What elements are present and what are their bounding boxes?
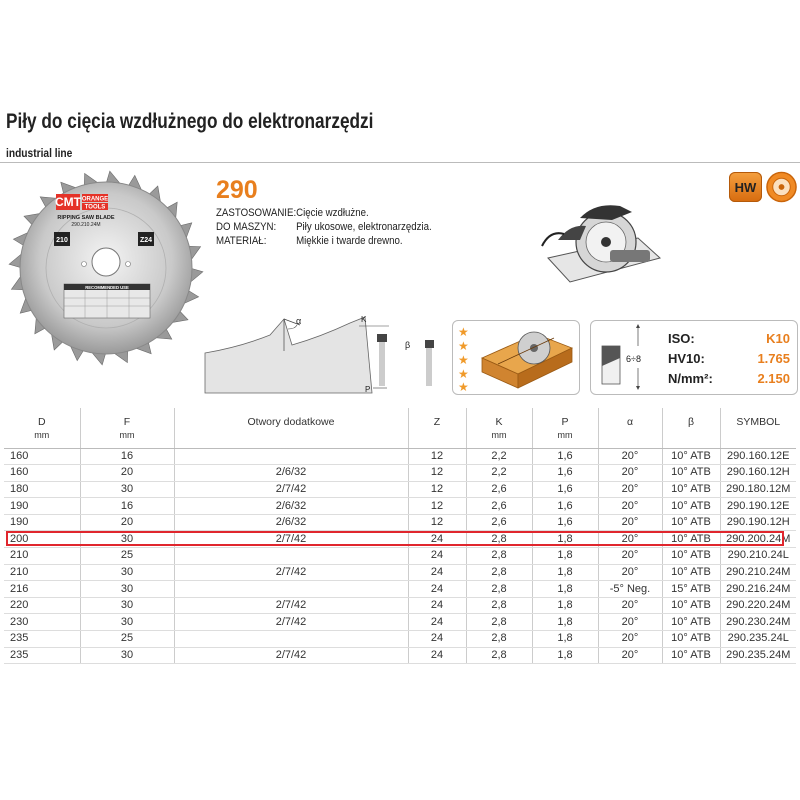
table-cell: 30 bbox=[80, 531, 174, 548]
table-cell: 20° bbox=[598, 631, 662, 648]
table-cell: 12 bbox=[408, 448, 466, 465]
table-cell: -5° Neg. bbox=[598, 581, 662, 598]
table-row bbox=[4, 481, 796, 498]
blade-recommended-label: RECOMMENDED USE bbox=[85, 285, 129, 290]
table-cell: 2/6/32 bbox=[174, 514, 408, 531]
table-cell: 1,8 bbox=[532, 647, 598, 664]
table-cell: 20° bbox=[598, 498, 662, 515]
table-cell: 20° bbox=[598, 647, 662, 664]
star-icon: ★ bbox=[458, 353, 469, 367]
table-cell: 24 bbox=[408, 614, 466, 631]
tooth-profile-diagram bbox=[345, 312, 445, 397]
table-row bbox=[4, 564, 796, 581]
table-cell: 216 bbox=[4, 581, 80, 598]
column-header-unit: mm bbox=[491, 430, 507, 440]
table-cell: 1,6 bbox=[532, 448, 598, 465]
table-cell: 2/7/42 bbox=[174, 531, 408, 548]
table-cell: 2/7/42 bbox=[174, 597, 408, 614]
table-cell: 10° ATB bbox=[662, 614, 720, 631]
table-cell: 12 bbox=[408, 498, 466, 515]
table-cell: 1,8 bbox=[532, 531, 598, 548]
spec-key: DO MASZYN: bbox=[216, 221, 277, 233]
column-header-label: α bbox=[626, 416, 634, 428]
title-divider bbox=[0, 162, 800, 163]
circular-saw-icon bbox=[540, 200, 665, 295]
table-cell: 2,8 bbox=[466, 614, 532, 631]
table-cell: 1,8 bbox=[532, 548, 598, 565]
table-cell: 1,6 bbox=[532, 514, 598, 531]
table-cell: 1,8 bbox=[532, 597, 598, 614]
table-cell: 30 bbox=[80, 614, 174, 631]
table-cell: 2,6 bbox=[466, 498, 532, 515]
table-cell: 20° bbox=[598, 597, 662, 614]
table-cell: 2/7/42 bbox=[174, 564, 408, 581]
wood-rip-cut-icon bbox=[478, 324, 574, 392]
table-cell: 10° ATB bbox=[662, 481, 720, 498]
column-header-label: P bbox=[561, 416, 569, 428]
column-header-label: β bbox=[687, 416, 695, 428]
table-cell: 15° ATB bbox=[662, 581, 720, 598]
table-cell: 2,2 bbox=[466, 465, 532, 482]
table-row bbox=[4, 614, 796, 631]
table-cell: 290.235.24M bbox=[720, 647, 796, 664]
table-cell: 2/7/42 bbox=[174, 647, 408, 664]
column-header bbox=[720, 408, 796, 448]
column-header-label: SYMBOL bbox=[736, 416, 781, 428]
strength-row bbox=[668, 371, 790, 386]
hw-badge: HW bbox=[729, 172, 762, 202]
table-row bbox=[4, 548, 796, 565]
table-cell: 290.210.24M bbox=[720, 564, 796, 581]
table-cell: 10° ATB bbox=[662, 514, 720, 531]
table-cell: 12 bbox=[408, 481, 466, 498]
table-cell: 10° ATB bbox=[662, 564, 720, 581]
column-header-label: F bbox=[123, 416, 131, 428]
page-title: Piły do cięcia wzdłużnego do elektronarzędzi bbox=[6, 110, 374, 133]
table-cell: 10° ATB bbox=[662, 647, 720, 664]
table-cell: 10° ATB bbox=[662, 548, 720, 565]
column-header-label: Z bbox=[433, 416, 441, 428]
star-icon: ★ bbox=[458, 367, 469, 381]
table-cell: 290.210.24L bbox=[720, 548, 796, 565]
saw-blade-image bbox=[6, 168, 206, 368]
table-cell: 20° bbox=[598, 531, 662, 548]
table-header-row bbox=[4, 408, 796, 448]
table-cell: 210 bbox=[4, 548, 80, 565]
table-cell: 24 bbox=[408, 548, 466, 565]
table-cell: 10° ATB bbox=[662, 465, 720, 482]
table-cell: 1,8 bbox=[532, 564, 598, 581]
table-cell: 24 bbox=[408, 597, 466, 614]
table-cell: 1,8 bbox=[532, 631, 598, 648]
table-cell: 25 bbox=[80, 631, 174, 648]
blade-brand: CMT bbox=[55, 195, 81, 209]
star-icon: ★ bbox=[458, 339, 469, 353]
table-cell: 210 bbox=[4, 564, 80, 581]
table-cell: 2/7/42 bbox=[174, 481, 408, 498]
table-cell: 12 bbox=[408, 465, 466, 482]
blade-label: RIPPING SAW BLADE bbox=[57, 215, 115, 221]
table-row bbox=[4, 597, 796, 614]
table-cell: 2,2 bbox=[466, 448, 532, 465]
table-cell: 30 bbox=[80, 564, 174, 581]
table-cell: 290.190.12H bbox=[720, 514, 796, 531]
table-cell: 2,8 bbox=[466, 631, 532, 648]
strength-label: N/mm²: bbox=[668, 371, 713, 386]
blade-code: 290.210.24M bbox=[71, 222, 101, 228]
table-cell: 180 bbox=[4, 481, 80, 498]
table-cell: 2,6 bbox=[466, 481, 532, 498]
table-cell: 2,8 bbox=[466, 564, 532, 581]
table-cell: 20° bbox=[598, 514, 662, 531]
hv10-row bbox=[668, 351, 790, 366]
alpha-label: α bbox=[296, 316, 302, 326]
table-cell: 10° ATB bbox=[662, 448, 720, 465]
iso-label: ISO: bbox=[668, 331, 695, 346]
table-cell: 10° ATB bbox=[662, 531, 720, 548]
table-row bbox=[4, 465, 796, 482]
table-cell: 290.180.12M bbox=[720, 481, 796, 498]
spec-material bbox=[216, 235, 403, 247]
table-cell: 2,8 bbox=[466, 581, 532, 598]
table-cell: 24 bbox=[408, 581, 466, 598]
table-cell: 12 bbox=[408, 514, 466, 531]
table-cell: 1,8 bbox=[532, 614, 598, 631]
table-cell: 290.190.12E bbox=[720, 498, 796, 515]
table-cell: 190 bbox=[4, 514, 80, 531]
column-header bbox=[408, 408, 466, 448]
spec-application bbox=[216, 207, 369, 219]
spec-key: ZASTOSOWANIE: bbox=[216, 207, 297, 219]
table-cell: 160 bbox=[4, 448, 80, 465]
table-cell: 1,8 bbox=[532, 581, 598, 598]
table-cell: 24 bbox=[408, 647, 466, 664]
product-table bbox=[4, 408, 796, 664]
table-cell: 1,6 bbox=[532, 465, 598, 482]
spec-key: MATERIAŁ: bbox=[216, 235, 267, 247]
table-cell: 10° ATB bbox=[662, 498, 720, 515]
table-cell: 235 bbox=[4, 631, 80, 648]
table-row bbox=[4, 448, 796, 465]
table-cell: 220 bbox=[4, 597, 80, 614]
table-cell: 1,6 bbox=[532, 481, 598, 498]
column-header bbox=[532, 408, 598, 448]
blade-teeth: Z24 bbox=[139, 237, 153, 244]
table-cell: 20° bbox=[598, 614, 662, 631]
column-header-label: D bbox=[37, 416, 46, 428]
table-cell: 190 bbox=[4, 498, 80, 515]
tip-height-label: 6÷8 bbox=[626, 354, 641, 364]
column-header bbox=[80, 408, 174, 448]
column-header bbox=[174, 408, 408, 448]
spec-value: Miękkie i twarde drewno. bbox=[296, 235, 403, 247]
table-cell bbox=[174, 581, 408, 598]
table-cell: 290.160.12E bbox=[720, 448, 796, 465]
table-cell: 20 bbox=[80, 465, 174, 482]
table-cell: 20 bbox=[80, 514, 174, 531]
star-icon: ★ bbox=[458, 325, 469, 339]
iso-value: K10 bbox=[766, 331, 790, 346]
table-cell bbox=[174, 448, 408, 465]
table-cell: 290.160.12H bbox=[720, 465, 796, 482]
table-cell: 24 bbox=[408, 564, 466, 581]
strength-value: 2.150 bbox=[757, 371, 790, 386]
table-cell: 2,6 bbox=[466, 514, 532, 531]
table-row bbox=[4, 581, 796, 598]
column-header-unit: mm bbox=[119, 430, 135, 440]
table-cell: 20° bbox=[598, 481, 662, 498]
table-cell: 235 bbox=[4, 647, 80, 664]
table-cell: 2,8 bbox=[466, 548, 532, 565]
table-row bbox=[4, 498, 796, 515]
p-label: P bbox=[365, 385, 371, 394]
table-cell: 230 bbox=[4, 614, 80, 631]
page-subtitle: industrial line bbox=[6, 146, 73, 160]
iso-row bbox=[668, 331, 790, 346]
column-header bbox=[662, 408, 720, 448]
column-header-label: K bbox=[495, 416, 503, 428]
table-cell: 10° ATB bbox=[662, 597, 720, 614]
table-cell: 290.230.24M bbox=[720, 614, 796, 631]
table-cell: 30 bbox=[80, 581, 174, 598]
orange-tools-badge-icon bbox=[765, 170, 798, 204]
table-cell: 160 bbox=[4, 465, 80, 482]
table-cell: 16 bbox=[80, 498, 174, 515]
column-header bbox=[466, 408, 532, 448]
table-cell: 20° bbox=[598, 548, 662, 565]
table-cell: 290.235.24L bbox=[720, 631, 796, 648]
table-cell bbox=[174, 548, 408, 565]
column-header-label: Otwory dodatkowe bbox=[247, 416, 335, 428]
star-icon: ★ bbox=[458, 380, 469, 394]
k-label: K bbox=[361, 315, 367, 324]
column-header-unit: mm bbox=[34, 430, 50, 440]
table-cell: 10° ATB bbox=[662, 631, 720, 648]
table-cell: 2,8 bbox=[466, 597, 532, 614]
table-row bbox=[4, 647, 796, 664]
table-cell: 2/6/32 bbox=[174, 498, 408, 515]
product-code: 290 bbox=[216, 176, 258, 204]
spec-machines bbox=[216, 221, 432, 233]
table-cell: 16 bbox=[80, 448, 174, 465]
table-cell: 2/7/42 bbox=[174, 614, 408, 631]
beta-label: β bbox=[405, 340, 411, 350]
hv10-value: 1.765 bbox=[757, 351, 790, 366]
blade-brand-tag-1: ORANGE bbox=[81, 196, 109, 203]
table-cell: 200 bbox=[4, 531, 80, 548]
table-row bbox=[4, 631, 796, 648]
table-cell: 25 bbox=[80, 548, 174, 565]
table-cell: 2/6/32 bbox=[174, 465, 408, 482]
table-cell: 1,6 bbox=[532, 498, 598, 515]
table-cell: 30 bbox=[80, 481, 174, 498]
carbide-tip-diagram bbox=[596, 324, 656, 390]
blade-brand-tag-2: TOOLS bbox=[84, 204, 106, 211]
table-cell: 290.200.24M bbox=[720, 531, 796, 548]
table-cell: 24 bbox=[408, 531, 466, 548]
table-cell bbox=[174, 631, 408, 648]
spec-value: Piły ukosowe, elektronarzędzia. bbox=[296, 221, 432, 233]
column-header bbox=[598, 408, 662, 448]
table-cell: 2,8 bbox=[466, 531, 532, 548]
table-cell: 290.216.24M bbox=[720, 581, 796, 598]
column-header bbox=[4, 408, 80, 448]
table-body bbox=[4, 448, 796, 664]
table-cell: 24 bbox=[408, 631, 466, 648]
table-cell: 2,8 bbox=[466, 647, 532, 664]
table-cell: 30 bbox=[80, 597, 174, 614]
table-row bbox=[4, 514, 796, 531]
column-header-unit: mm bbox=[557, 430, 573, 440]
table-cell: 290.220.24M bbox=[720, 597, 796, 614]
blade-diameter: 210 bbox=[56, 237, 68, 244]
table-cell: 20° bbox=[598, 465, 662, 482]
table-cell: 30 bbox=[80, 647, 174, 664]
hv10-label: HV10: bbox=[668, 351, 705, 366]
table-cell: 20° bbox=[598, 448, 662, 465]
table-row-highlighted bbox=[4, 531, 796, 548]
spec-value: Cięcie wzdłużne. bbox=[296, 207, 369, 219]
table-cell: 20° bbox=[598, 564, 662, 581]
